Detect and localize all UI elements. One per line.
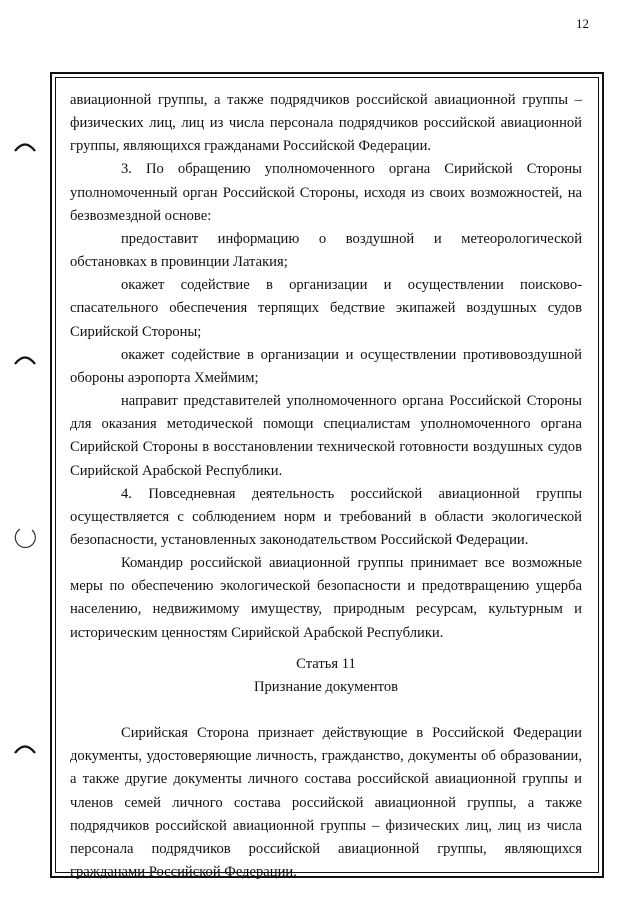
- binder-hole-mark: [14, 140, 36, 152]
- paragraph: предоставит информацию о воздушной и метеорологической обстановках в провинции Латакия;: [70, 230, 582, 271]
- paragraph: 3. По обращению уполномоченного органа Сирийской Стороны уполномоченный орган Российской Стороны, исходя из своих возможностей, на безвозмездной основе:: [70, 161, 582, 224]
- paragraph: Командир российской авиационной группы принимает все возможные меры по обеспечению экологической безопасности и предотвращению ущерба населению, недвижимому имуществу, природным ресурсам, культурным и историческим ценностям Сирийской Арабской Республики.: [70, 555, 582, 641]
- article-number: Статья 11: [296, 655, 356, 672]
- paragraph: окажет содействие в организации и осуществлении поисково-спасательного обеспечения терпящих бедствие экипажей воздушных судов Сирийской Стороны;: [70, 277, 582, 340]
- article-title: Признание документов: [253, 678, 399, 695]
- document-body: [70, 89, 582, 884]
- paragraph: авиационной группы, а также подрядчиков российской авиационной группы – физических лиц, лиц из числа персонала подрядчиков российской авиационной группы, являющихся гражданами Российской Федерации.: [70, 92, 582, 155]
- paragraph: направит представителей уполномоченного органа Российской Стороны для оказания методической помощи специалистам уполномоченного органа Сирийской Стороны в восстановлении технической готовности воздушных судов Сирийской Арабской Республики.: [70, 393, 582, 479]
- paragraph: Сирийская Сторона признает действующие в Российской Федерации документы, удостоверяющие личность, гражданство, документы об образовании, а также другие документы личного состава российской авиационной группы и членов семей личного состава российской авиационной группы, а также подрядчиков российской авиационной группы – физических лиц, лиц из числа персонала подрядчиков российской авиационной группы, являющихся гражданами Российской Федерации.: [70, 725, 582, 880]
- paragraph: 4. Повседневная деятельность российской авиационной группы осуществляется с соблюдением норм и требований в области экологической безопасности, установленных законодательством Российской Федерации.: [70, 485, 582, 548]
- binder-hole-circle: [14, 526, 36, 550]
- binder-hole-mark: [14, 353, 36, 365]
- paragraph: окажет содействие в организации и осуществлении противовоздушной обороны аэропорта Хмеймим;: [70, 346, 582, 386]
- page-number: 12: [576, 16, 589, 31]
- binder-hole-mark: [14, 742, 36, 754]
